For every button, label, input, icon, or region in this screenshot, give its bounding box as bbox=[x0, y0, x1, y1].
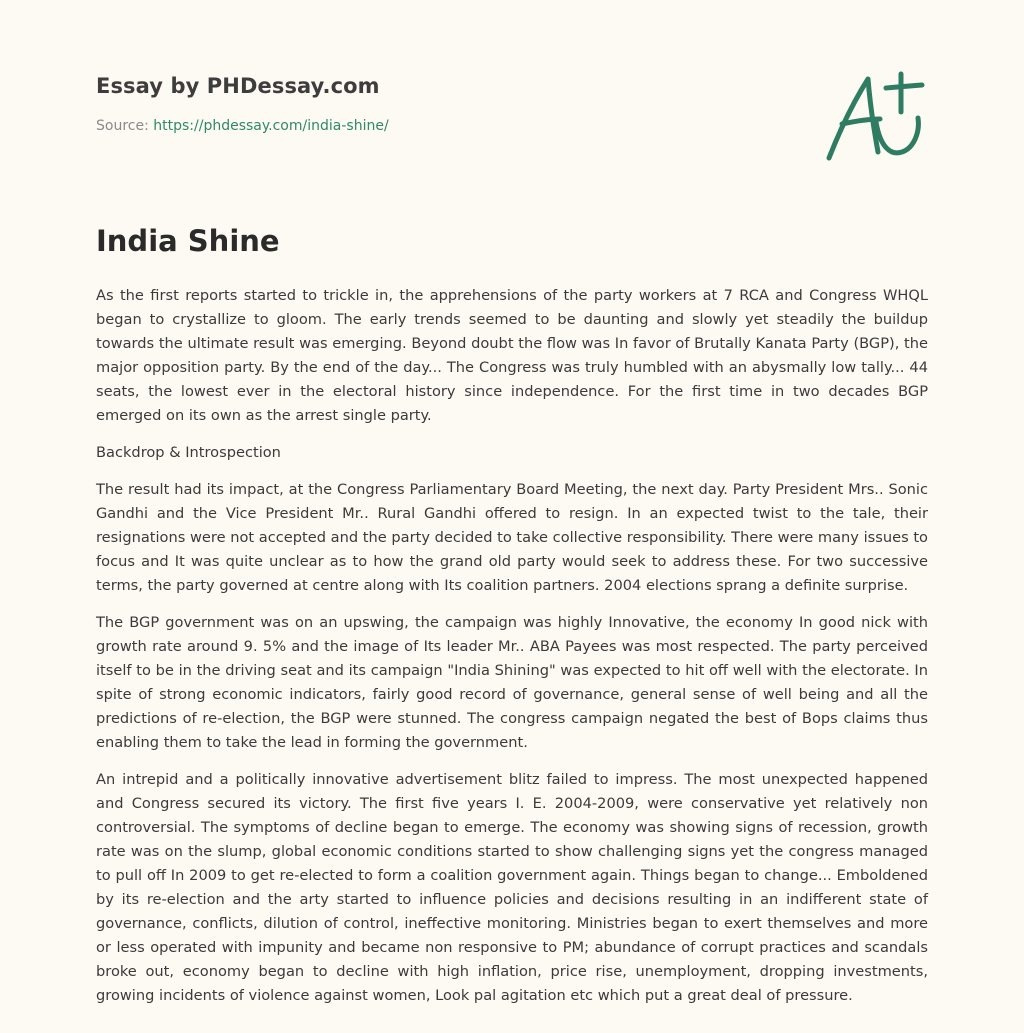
section-subheading: Backdrop & Introspection bbox=[96, 444, 281, 461]
source-link[interactable]: https://phdessay.com/india-shine/ bbox=[153, 118, 389, 134]
site-title: Essay by PHDessay.com bbox=[96, 74, 380, 98]
a-plus-grade-icon bbox=[820, 64, 930, 168]
essay-paragraph: The BGP government was on an upswing, the campaign was highly Innovative, the economy In good nick with growth rate around 9. 5% and the image of Its leader Mr.. ABA Payees was most respected. The party perceived itself to be in the driving seat and its campaign "India Shining" was expected to hit off well with the electorate. In spite of strong economic indicators, fairly good record of governance, general sense of well being and all the predictions of re-election, the BGP were stunned. The congress campaign negated the best of Bops claims thus enabling them to take the lead in forming the government. bbox=[96, 614, 928, 751]
source-line bbox=[96, 118, 928, 134]
essay-paragraph: As the first reports started to trickle in, the apprehensions of the party workers at 7 RCA and Congress WHQL began to crystallize to gloom. The early trends seemed to be daunting and slowly yet steadily the buildup towards the ultimate result was emerging. Beyond doubt the flow was In favor of Brutally Kanata Party (BGP), the major opposition party. By the end of the day... The Congress was truly humbled with an abysmally low tally... 44 seats, the lowest ever in the electoral history since independence. For the first time in two decades BGP emerged on its own as the arrest single party. bbox=[96, 287, 928, 424]
essay-header bbox=[96, 74, 928, 134]
essay-paragraph: An intrepid and a politically innovative advertisement blitz failed to impress. The most unexpected happened and Congress secured its victory. The first five years I. E. 2004-2009, were conservative yet relatively non controversial. The symptoms of decline began to emerge. The economy was showing signs of recession, growth rate was on the slump, global economic conditions started to show challenging signs yet the congress managed to pull off In 2009 to get re-elected to form a coalition government again. Things began to change... Emboldened by its re-election and the arty started to influence policies and decisions resulting in an indifferent state of governance, conflicts, dilution of control, ineffective monitoring. Ministries began to exert themselves and more or less operated with impunity and became non responsive to PM; abundance of corrupt practices and scandals broke out, economy began to decline with high inflation, price rise, unemployment, dropping investments, growing incidents of violence against women, Look pal agitation etc which put a great deal of pressure. bbox=[96, 771, 928, 1004]
essay-body bbox=[96, 284, 928, 1021]
essay-title: India Shine bbox=[96, 224, 280, 258]
essay-paragraph: The result had its impact, at the Congress Parliamentary Board Meeting, the next day. Party President Mrs.. Sonic Gandhi and the Vice President Mr.. Rural Gandhi offered to resign. In an expected twist to the tale, their resignations were not accepted and the party decided to take collective responsibility. There were many issues to focus and It was quite unclear as to how the grand old party would seek to address these. For two successive terms, the party governed at centre along with Its coalition partners. 2004 elections sprang a definite surprise. bbox=[96, 481, 928, 594]
source-label: Source: bbox=[96, 118, 154, 134]
